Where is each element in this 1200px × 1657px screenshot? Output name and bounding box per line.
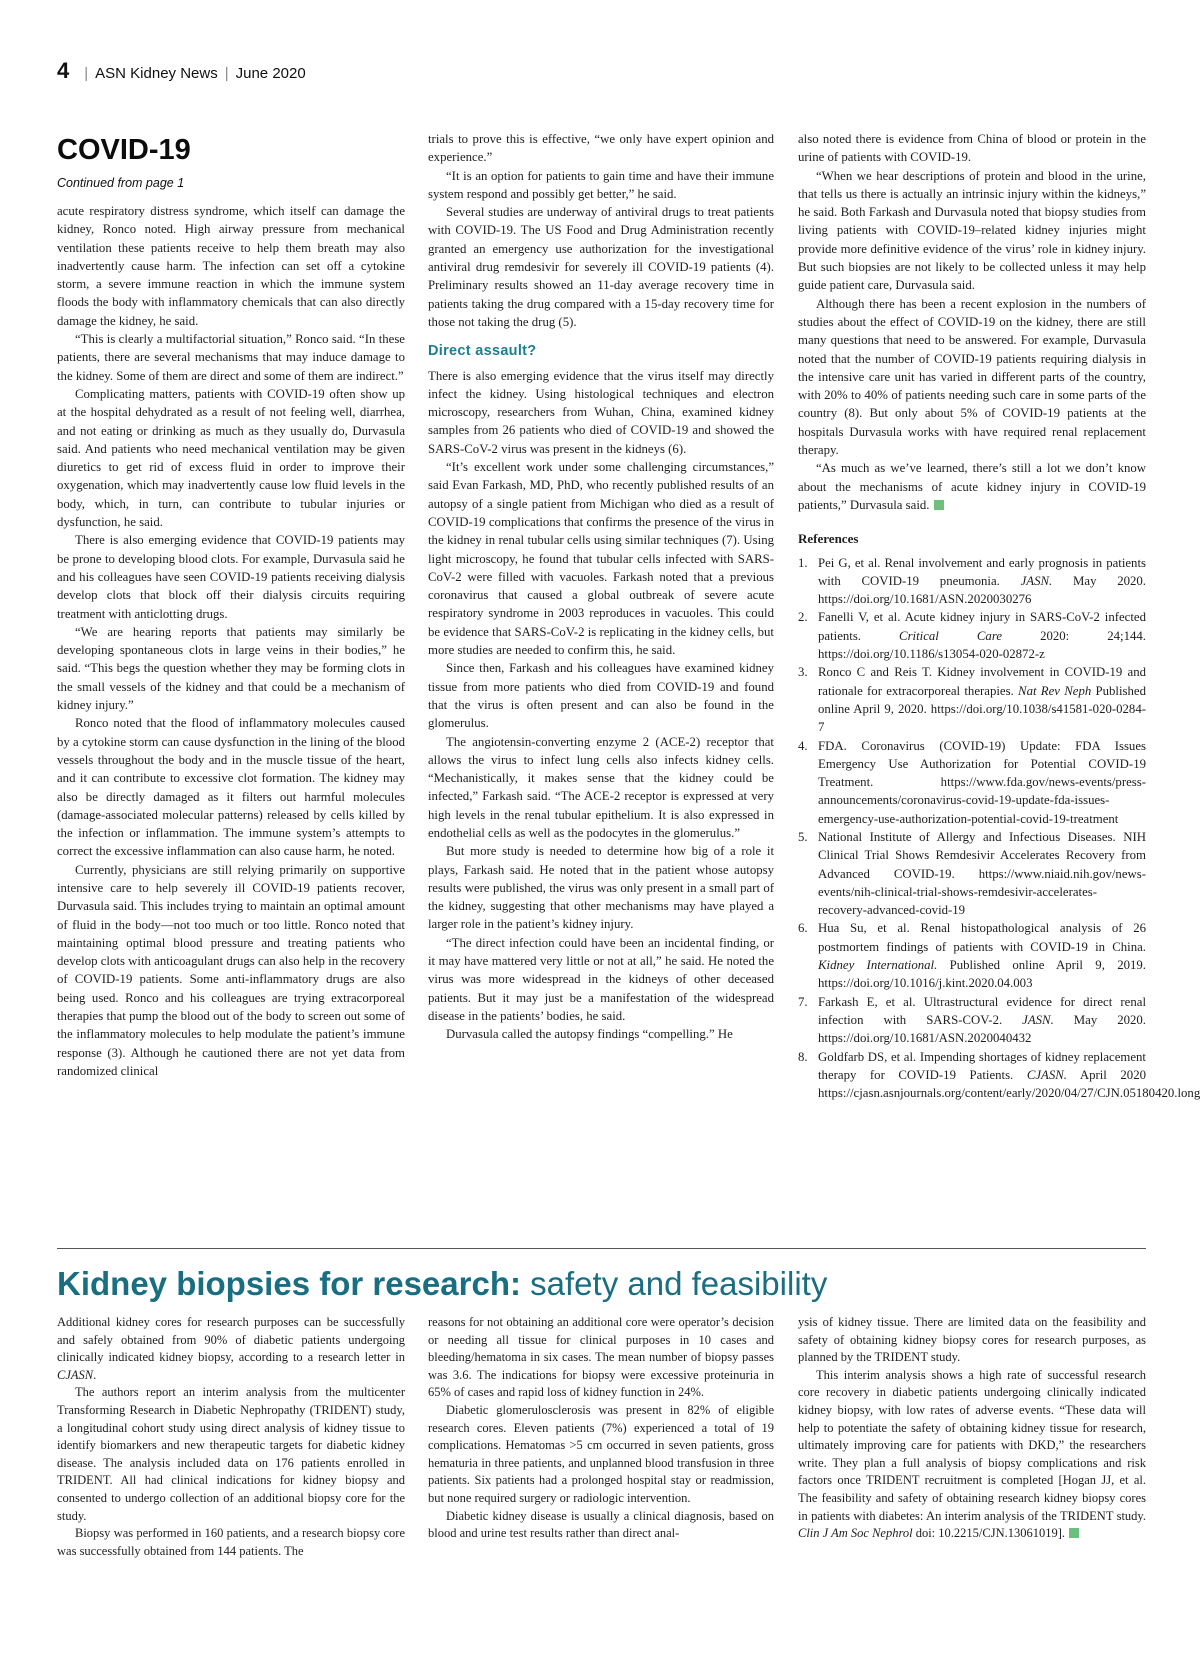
reference-journal: Nat Rev Neph — [1018, 683, 1092, 698]
paragraph: There is also emerging evidence that COVID-19 patients may be prone to developing blood clots. For example, Durvasula said he and his colleagues have seen COVID-19 patients receiving dialysis develop clots that block off their dialysis circuits requiring treatment with anticlotting drugs. — [57, 533, 405, 621]
paragraph: “It’s excellent work under some challenging circumstances,” said Evan Farkash, MD, PhD, who recently published results of an autopsy of a single patient from Michigan who died as a result of COVID-19 complications that confirms the presence of the virus in the kidney in renal tubular cells using similar techniques (7). Using light microscopy, he found that tubular cells infected with SARS-CoV-2 were filled with vacuoles. Farkash noted that a previous coronavirus that caused a global outbreak of severe acute respiratory syndrome in 2003 reproduces in vacuoles. This could be evidence that SARS-CoV-2 is replicating in the kidney cells, but more studies are needed to confirm this, he said. — [428, 460, 774, 658]
paragraph: “We are hearing reports that patients may similarly be developing spontaneous clots in large veins in their bodies,” he said. “This begs the question whether they may be forming clots in the small vessels of the kidney and that could be a mechanism of kidney injury.” — [57, 624, 405, 713]
paragraph: Diabetic glomerulosclerosis was present in 82% of eligible research cores. Eleven patients (7%) experienced a total of 19 complications. Hematomas >5 cm occurred in seven patients, gross hematuria in three patients, and unplanned blood transfusion in three patients. Six patients had a prolonged hospital stay or readmission, but none required surgery or radiologic intervention. — [428, 1402, 774, 1505]
running-header — [57, 58, 306, 84]
paragraph: Although there has been a recent explosion in the numbers of studies about the effect of COVID-19 on the kidney, there are still many questions that need to be answered. For example, Durvasula noted that the number of COVID-19 patients requiring dialysis in the intensive care unit has varied in different parts of the country, with 20% to 40% of patients needing such care in some parts of the country (8). But only about 5% of COVID-19 patients at the hospitals Durvasula works with have required renal replacement therapy. — [798, 296, 1146, 458]
paragraph: But more study is needed to determine how big of a role it plays, Farkash said. He noted that in the patient whose autopsy results were published, the virus was only present in a small part of the kidney, suggesting that other mechanisms may have played a larger role in the patient’s kidney injury. — [428, 844, 774, 932]
reference-item — [798, 919, 1146, 992]
reference-item — [798, 608, 1146, 663]
end-mark-icon — [1069, 1528, 1079, 1538]
reference-text: Fanelli V, et al. Acute kidney injury in SARS-CoV-2 infected patients. — [818, 610, 1146, 643]
paragraph-text: doi: 10.2215/CJN.13061019]. — [912, 1526, 1066, 1541]
article-column-3 — [798, 130, 1200, 1102]
reference-text: May 2020. https://doi.org/10.1681/ASN.2020040432 — [818, 1012, 1146, 1046]
reference-journal: Kidney International. — [818, 958, 938, 973]
reference-text: Published online April 9, 2020. https://doi.org/10.1038/s41581-020-0284-7 — [818, 683, 1146, 735]
reference-number: 6. — [798, 921, 808, 936]
article-2-column-3 — [798, 1314, 1146, 1543]
paragraph: “This is clearly a multifactorial situation,” Ronco said. “In these patients, there are several mechanisms that may induce damage to the kidney. Some of them are direct and some of them are indirect.” — [57, 332, 405, 383]
paragraph: Complicating matters, patients with COVID-19 often show up at the hospital dehydrated as a result of not feeling well, diarrhea, and not eating or drinking as much as they usually do, Durvasula said. And patients who need mechanical ventilation may be given diuretics to get rid of excess fluid in order to improve their oxygenation, which may inadvertently cause low fluid levels in the body, which, in turn, can contribute to tubular injuries or dysfunction, he said. — [57, 386, 405, 530]
reference-item — [798, 828, 1146, 919]
reference-number: 1. — [798, 555, 808, 570]
reference-list — [798, 554, 1200, 1103]
paragraph: “It is an option for patients to gain time and have their immune system respond and possibly get better,” he said. — [428, 168, 774, 201]
paragraph: also noted there is evidence from China of blood or protein in the urine of patients with COVID-19. — [798, 132, 1146, 165]
paragraph — [57, 1314, 405, 1384]
article-column-1 — [57, 202, 405, 1080]
reference-text: Goldfarb DS, et al. Impending shortages of kidney replacement therapy for COVID-19 Patients. — [818, 1049, 1146, 1082]
paragraph: Diabetic kidney disease is usually a clinical diagnosis, based on blood and urine test results rather than direct anal- — [428, 1508, 774, 1541]
reference-text: Pei G, et al. Renal involvement and early prognosis in patients with COVID-19 pneumonia. — [818, 555, 1146, 588]
reference-number: 5. — [798, 829, 808, 844]
reference-text: Hua Su, et al. Renal histopathological analysis of 26 postmortem findings of patients with COVID-19 in China. — [818, 921, 1146, 954]
paragraph-text: “As much as we’ve learned, there’s still a lot we don’t know about the mechanisms of acute kidney injury in COVID-19 patients,” Durvasula said. — [798, 461, 1146, 512]
reference-text: Ronco C and Reis T. Kidney involvement in COVID-19 and rationale for extracorporeal therapies. — [818, 665, 1146, 698]
paragraph: The angiotensin-converting enzyme 2 (ACE-2) receptor that allows the virus to infect lung cells also infects kidney cells. “Mechanistically, it makes sense that the kidney could be infected,” Farkash said. “The ACE-2 receptor is expressed at very high levels in the renal tubular epithelium. It is also expressed in endothelial cells as well as the podocytes in the glomerulus.” — [428, 734, 774, 840]
section-divider — [57, 1248, 1146, 1249]
paragraph — [798, 459, 1146, 514]
paragraph-text: . — [93, 1367, 97, 1382]
article-title: COVID-19 — [57, 134, 191, 166]
paragraph: The authors report an interim analysis from the multicenter Transforming Research in Diabetic Nephropathy (TRIDENT) study, a longitudinal cohort study using direct analysis of kidney tissue to identify biomarkers and new therapeutic targets for diabetic kidney disease. The analysis included data on 176 patients enrolled in TRIDENT. All had clinical indications for kidney biopsy and consented to undergo collection of an additional biopsy core for the study. — [57, 1385, 405, 1523]
paragraph: Durvasula called the autopsy findings “compelling.” He — [446, 1027, 733, 1042]
journal-name: Clin J Am Soc Nephrol — [798, 1526, 913, 1541]
reference-journal: Critical Care — [899, 628, 1003, 643]
reference-item — [798, 993, 1146, 1048]
section-subhead: Direct assault? — [428, 343, 537, 360]
paragraph: Ronco noted that the flood of inflammatory molecules caused by a cytokine storm can cause dysfunction in the lining of the blood vessels throughout the body and in the muscle tissue of the heart, and it can contribute to excessive clot formation. The kidney may also be directly damaged as it filters out harmful molecules (damage-associated molecular patterns) released by cells killed by the infection or inflammation. The immune system’s attempts to correct the excessive inflammation can also cause harm, he noted. — [57, 716, 405, 859]
reference-text: National Institute of Allergy and Infectious Diseases. NIH Clinical Trial Shows Remdesivir Accelerates Recovery from Advanced COVID-19. https://www.niaid.nih.gov/news-events/nih-clinical-trial-shows-remdesivir-accelerates-recovery-advanced-covid-19 — [818, 829, 1146, 918]
end-mark-icon — [934, 500, 944, 510]
paragraph-text: This interim analysis shows a high rate of successful research core recovery in diabetic patients undergoing clinically indicated kidney biopsy, with low rates of adverse events. “These data will help to potentiate the safety of obtaining kidney tissue for research, ultimately improving care for patients with DKD,” the researchers write. They plan a full analysis of biopsy complications and risk factors once TRIDENT recruitment is completed [Hogan JJ, et al. The feasibility and safety of obtaining research kidney biopsy cores in patients with diabetes: An interim analysis of the TRIDENT study. — [798, 1367, 1146, 1523]
reference-text: April 2020 https://cjasn.asnjournals.org/content/early/2020/04/27/CJN.05180420.long — [818, 1067, 1200, 1101]
paragraph — [798, 1367, 1146, 1543]
references-heading: References — [798, 531, 859, 547]
reference-journal: CJASN. — [1026, 1067, 1067, 1082]
article-2-column-1 — [57, 1314, 405, 1560]
paragraph: There is also emerging evidence that the virus itself may directly infect the kidney. Using histological techniques and electron microscopy, researchers from Wuhan, China, examined kidney samples from 26 patients who died of COVID-19 and showed the SARS-CoV-2 virus was present in the kidneys (6). — [428, 368, 774, 456]
page-number: 4 — [57, 58, 70, 83]
reference-number: 7. — [798, 994, 808, 1009]
reference-journal: JASN. — [1020, 573, 1053, 588]
issue-date: June 2020 — [235, 65, 306, 82]
paragraph: Currently, physicians are still relying primarily on supportive intensive care to help severely ill COVID-19 patients recover, Durvasula said. This includes trying to maintain an optimal amount of fluid in the body—not too much or too little. Ronco noted that maintaining optimal blood pressure and treating patients who develop clots with anticoagulant drugs can also help in the recovery of COVID-19 patients. Some anti-inflammatory drugs are also being used. Ronco and his colleagues are trying extracorporeal therapies that pump the blood out of the body to screen out some of the inflammatory molecules to help modulate the patient’s immune response (3). Although he cautioned there are not yet data from randomized clinical — [57, 862, 405, 1078]
reference-text: 2020: 24;144. https://doi.org/10.1186/s13054-020-02872-z — [818, 628, 1147, 662]
reference-text: May 2020. https://doi.org/10.1681/ASN.2020030276 — [818, 573, 1146, 607]
paragraph: Since then, Farkash and his colleagues have examined kidney tissue from more patients who died from COVID-19 and found that the virus is often present and can also be found in the glomerulus. — [428, 661, 774, 731]
paragraph: Several studies are underway of antiviral drugs to treat patients with COVID-19. The US Food and Drug Administration recently granted an emergency use authorization for the investigational antiviral drug remdesivir for severely ill COVID-19 patients (4). Preliminary results showed an 11-day average recovery time in patients taking the drug compared with a 15-day recovery time for those not taking the drug (5). — [428, 205, 774, 329]
paragraph: ysis of kidney tissue. There are limited data on the feasibility and safety of obtaining kidney biopsy cores for research purposes, as planned by the TRIDENT study. — [798, 1315, 1146, 1365]
paragraph: trials to prove this is effective, “we only have expert opinion and experience.” — [428, 132, 774, 165]
header-separator: | — [84, 65, 89, 82]
paragraph: “When we hear descriptions of protein and blood in the urine, that tells us there is actually an intrinsic injury within the kidneys,” he said. Both Farkash and Durvasula noted that biopsy studies from living patients with COVID-19–related kidney injuries might provide more definitive evidence of the virus’ role in kidney injury. But such biopsies are not likely to be collected unless it may help guide patient care, Durvasula said. — [798, 168, 1146, 293]
header-separator: | — [224, 65, 229, 82]
paragraph: “The direct infection could have been an incidental finding, or it may have mattered very little or not at all,” he said. He noted the virus was more widespread in the kidneys of other deceased patients. But it may just be a manifestation of the widespread disease in the patients’ bodies, he said. — [428, 935, 774, 1023]
article-2-column-2 — [428, 1314, 774, 1543]
reference-number: 3. — [798, 665, 808, 680]
reference-item — [798, 1048, 1200, 1103]
article-column-2 — [428, 130, 774, 1044]
title-light: safety and feasibility — [530, 1265, 828, 1302]
reference-item — [798, 737, 1146, 828]
publication-name: ASN Kidney News — [95, 65, 218, 82]
reference-item — [798, 554, 1146, 609]
reference-item — [798, 663, 1146, 736]
reference-number: 4. — [798, 738, 808, 753]
reference-number: 8. — [798, 1049, 808, 1064]
paragraph-text: Additional kidney cores for research purposes can be successfully and safely obtained from 90% of diabetic patients undergoing clinically indicated kidney biopsy, according to a research letter in — [57, 1315, 405, 1365]
continued-note: Continued from page 1 — [57, 176, 185, 190]
reference-text: FDA. Coronavirus (COVID-19) Update: FDA Issues Emergency Use Authorization for Potential COVID-19 Treatment. https://www.fda.gov/news-events/press-announcements/coronavirus-covid-19-update-fda-issues-emergency-use-authorization-potential-covid-19-treatment — [818, 738, 1146, 826]
journal-name: CJASN — [57, 1367, 94, 1382]
paragraph: Biopsy was performed in 160 patients, and a research biopsy core was successfully obtained from 144 patients. The — [57, 1526, 405, 1558]
reference-text: Farkash E, et al. Ultrastructural evidence for direct renal infection with SARS-COV-2. — [818, 994, 1146, 1027]
reference-number: 2. — [798, 610, 808, 625]
title-bold: Kidney biopsies for research: — [57, 1265, 521, 1302]
reference-journal: JASN. — [1022, 1012, 1054, 1027]
article-2-title — [57, 1264, 827, 1304]
paragraph: acute respiratory distress syndrome, which itself can damage the kidney, Ronco noted. High airway pressure from mechanical ventilation these patients receive to help them breath may also inadvertently cause harm. The infection can set off a cytokine storm, a severe immune reaction in which the immune system floods the body with inflammatory chemicals that can also directly damage the kidney, he said. — [57, 204, 405, 328]
reference-text: Published online April 9, 2019. https://doi.org/10.1016/j.kint.2020.04.003 — [818, 958, 1146, 991]
paragraph: reasons for not obtaining an additional core were operator’s decision or needing all tissue for clinical purposes in 10 cases and bleeding/hematoma in six cases. The mean number of biopsy passes was 3.6. The indications for biopsy were excessive proteinuria in 65% of cases and rapid loss of kidney function in 24%. — [428, 1315, 774, 1400]
